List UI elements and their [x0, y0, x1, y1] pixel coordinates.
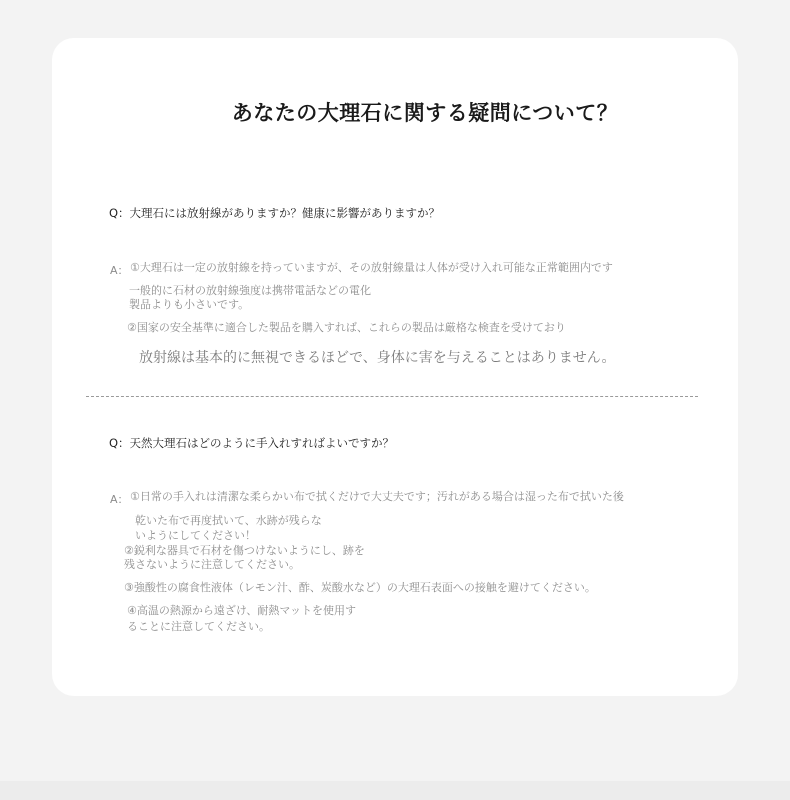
question-1: Q：大理石には放射線がありますか？健康に影響がありますか？: [109, 206, 441, 220]
answer-2-line-3: いようにしてください！: [135, 529, 256, 542]
answer-2-line-2: 乾いた布で再度拭いて、水跡が残らな: [135, 514, 322, 527]
answer-2-prefix: A：: [110, 493, 129, 506]
answer-1-line-1: ①大理石は一定の放射線を持っていますが、その放射線量は人体が受け入れ可能な正常範囲内です: [130, 261, 613, 274]
answer-1-line-2: 一般的に石材の放射線強度は携帯電話などの電化: [129, 284, 371, 297]
faq-card: [52, 38, 738, 696]
answer-1-line-4: ②国家の安全基準に適合した製品を購入すれば、これらの製品は厳格な検査を受けており: [127, 321, 566, 334]
bottom-bar: [0, 781, 790, 800]
answer-2-line-1: ①日常の手入れは清潔な柔らかい布で拭くだけで大丈夫です；汚れがある場合は湿った布で拭いた後: [130, 490, 624, 503]
page-title: あなたの大理石に関する疑問について？: [231, 101, 619, 125]
answer-2-line-8: ることに注意してください。: [127, 620, 270, 633]
question-2: Q：天然大理石はどのように手入れすればよいですか？: [109, 436, 395, 450]
answer-2-line-6: ③強酸性の腐食性液体（レモン汁、酢、炭酸水など）の大理石表面への接触を避けてください。: [124, 581, 596, 594]
answer-1-line-5: 放射線は基本的に無視できるほどで、身体に害を与えることはありません。: [139, 350, 616, 366]
answer-1-prefix: A：: [110, 264, 129, 277]
answer-2-line-5: 残さないように注意してください。: [124, 558, 300, 571]
section-divider: [86, 396, 698, 397]
answer-1-line-3: 製品よりも小さいです。: [129, 298, 250, 311]
answer-2-line-7: ④高温の熱源から遠ざけ、耐熱マットを使用す: [127, 604, 356, 617]
answer-2-line-4: ②鋭利な器具で石材を傷つけないようにし、跡を: [124, 544, 365, 557]
